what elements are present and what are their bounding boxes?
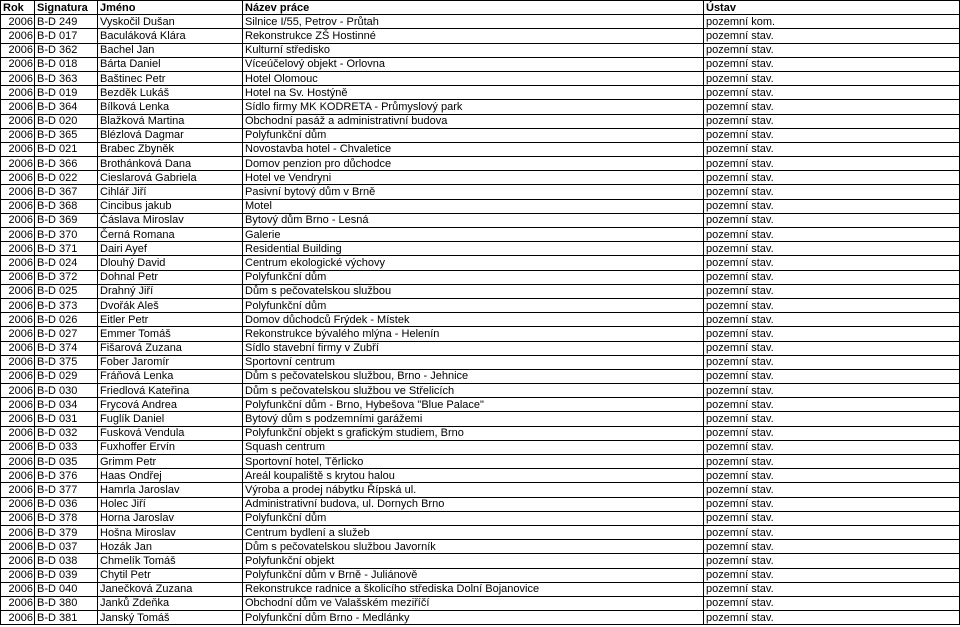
- cell-ustav: pozemní stav.: [704, 540, 960, 554]
- cell-rok: 2006: [1, 199, 35, 213]
- header-nazev-prace: Název práce: [243, 1, 704, 15]
- cell-signatura: B-D 365: [35, 128, 98, 142]
- cell-jmeno: Baculáková Klára: [98, 29, 243, 43]
- cell-jmeno: Fišarová Zuzana: [98, 341, 243, 355]
- cell-ustav: pozemní stav.: [704, 157, 960, 171]
- cell-nazev-prace: Kulturní středisko: [243, 43, 704, 57]
- cell-ustav: pozemní stav.: [704, 582, 960, 596]
- cell-ustav: pozemní stav.: [704, 29, 960, 43]
- table-row: [1, 455, 960, 469]
- cell-nazev-prace: Bytový dům Brno - Lesná: [243, 213, 704, 227]
- cell-jmeno: Čáslava Miroslav: [98, 213, 243, 227]
- cell-jmeno: Blažková Martina: [98, 114, 243, 128]
- cell-nazev-prace: Areál koupaliště s krytou halou: [243, 469, 704, 483]
- cell-signatura: B-D 371: [35, 242, 98, 256]
- cell-signatura: B-D 370: [35, 228, 98, 242]
- table-row: [1, 611, 960, 625]
- table-row: [1, 114, 960, 128]
- cell-ustav: pozemní stav.: [704, 228, 960, 242]
- cell-signatura: B-D 019: [35, 86, 98, 100]
- table-row: [1, 483, 960, 497]
- header-signatura: Signatura: [35, 1, 98, 15]
- cell-signatura: B-D 038: [35, 554, 98, 568]
- table-row: [1, 43, 960, 57]
- cell-ustav: pozemní stav.: [704, 86, 960, 100]
- cell-signatura: B-D 362: [35, 43, 98, 57]
- cell-rok: 2006: [1, 43, 35, 57]
- cell-jmeno: Janků Zdeňka: [98, 596, 243, 610]
- cell-nazev-prace: Centrum bydlení a služeb: [243, 525, 704, 539]
- header-row: [1, 1, 960, 15]
- cell-signatura: B-D 027: [35, 327, 98, 341]
- cell-ustav: pozemní stav.: [704, 213, 960, 227]
- table-row: [1, 327, 960, 341]
- cell-rok: 2006: [1, 398, 35, 412]
- table-row: [1, 568, 960, 582]
- cell-jmeno: Bezděk Lukáš: [98, 86, 243, 100]
- cell-jmeno: Fuglík Daniel: [98, 412, 243, 426]
- cell-ustav: pozemní stav.: [704, 455, 960, 469]
- cell-signatura: B-D 020: [35, 114, 98, 128]
- table-row: [1, 128, 960, 142]
- table-row: [1, 511, 960, 525]
- cell-jmeno: Janečková Zuzana: [98, 582, 243, 596]
- table-row: [1, 497, 960, 511]
- cell-signatura: B-D 373: [35, 298, 98, 312]
- cell-ustav: pozemní stav.: [704, 270, 960, 284]
- table-row: [1, 29, 960, 43]
- cell-rok: 2006: [1, 100, 35, 114]
- table-row: [1, 355, 960, 369]
- table-row: [1, 540, 960, 554]
- cell-nazev-prace: Sportovní centrum: [243, 355, 704, 369]
- cell-signatura: B-D 368: [35, 199, 98, 213]
- cell-ustav: pozemní stav.: [704, 426, 960, 440]
- cell-ustav: pozemní stav.: [704, 199, 960, 213]
- table-row: [1, 412, 960, 426]
- table-row: [1, 469, 960, 483]
- cell-nazev-prace: Dům s pečovatelskou službou Javorník: [243, 540, 704, 554]
- cell-rok: 2006: [1, 57, 35, 71]
- cell-signatura: B-D 034: [35, 398, 98, 412]
- cell-signatura: B-D 018: [35, 57, 98, 71]
- cell-nazev-prace: Administrativní budova, ul. Dornych Brno: [243, 497, 704, 511]
- cell-jmeno: Fober Jaromír: [98, 355, 243, 369]
- cell-ustav: pozemní stav.: [704, 100, 960, 114]
- cell-signatura: B-D 366: [35, 157, 98, 171]
- cell-rok: 2006: [1, 511, 35, 525]
- cell-nazev-prace: Polyfunkční dům: [243, 270, 704, 284]
- cell-signatura: B-D 025: [35, 284, 98, 298]
- cell-signatura: B-D 378: [35, 511, 98, 525]
- cell-signatura: B-D 029: [35, 369, 98, 383]
- cell-ustav: pozemní stav.: [704, 398, 960, 412]
- cell-nazev-prace: Obchodní dům ve Valašském meziříčí: [243, 596, 704, 610]
- cell-nazev-prace: Polyfunkční dům Brno - Medlánky: [243, 611, 704, 625]
- table-row: [1, 256, 960, 270]
- cell-jmeno: Hamrla Jaroslav: [98, 483, 243, 497]
- cell-rok: 2006: [1, 582, 35, 596]
- cell-nazev-prace: Motel: [243, 199, 704, 213]
- table-row: [1, 525, 960, 539]
- cell-ustav: pozemní stav.: [704, 511, 960, 525]
- cell-jmeno: Brabec Zbyněk: [98, 142, 243, 156]
- cell-nazev-prace: Galerie: [243, 228, 704, 242]
- cell-jmeno: Černá Romana: [98, 228, 243, 242]
- cell-rok: 2006: [1, 171, 35, 185]
- cell-signatura: B-D 364: [35, 100, 98, 114]
- cell-ustav: pozemní stav.: [704, 114, 960, 128]
- header-ustav: Ústav: [704, 1, 960, 15]
- cell-signatura: B-D 030: [35, 384, 98, 398]
- cell-nazev-prace: Hotel na Sv. Hostýně: [243, 86, 704, 100]
- cell-jmeno: Eitler Petr: [98, 313, 243, 327]
- cell-jmeno: Emmer Tomáš: [98, 327, 243, 341]
- cell-signatura: B-D 039: [35, 568, 98, 582]
- table-row: [1, 369, 960, 383]
- table-row: [1, 596, 960, 610]
- table-row: [1, 398, 960, 412]
- cell-signatura: B-D 040: [35, 582, 98, 596]
- cell-signatura: B-D 031: [35, 412, 98, 426]
- cell-nazev-prace: Dům s pečovatelskou službou: [243, 284, 704, 298]
- cell-nazev-prace: Novostavba hotel - Chvaletice: [243, 142, 704, 156]
- cell-ustav: pozemní stav.: [704, 284, 960, 298]
- cell-nazev-prace: Pasivní bytový dům v Brně: [243, 185, 704, 199]
- cell-ustav: pozemní stav.: [704, 611, 960, 625]
- cell-nazev-prace: Polyfunkční dům - Brno, Hybešova "Blue Palace": [243, 398, 704, 412]
- header-rok: Rok: [1, 1, 35, 15]
- cell-nazev-prace: Polyfunkční objekt s grafickým studiem, Brno: [243, 426, 704, 440]
- cell-signatura: B-D 369: [35, 213, 98, 227]
- table-row: [1, 228, 960, 242]
- cell-jmeno: Fráňová Lenka: [98, 369, 243, 383]
- cell-ustav: pozemní stav.: [704, 185, 960, 199]
- header-jmeno: Jméno: [98, 1, 243, 15]
- table-row: [1, 86, 960, 100]
- cell-nazev-prace: Rekonstrukce radnice a školicího střediska Dolní Bojanovice: [243, 582, 704, 596]
- cell-ustav: pozemní stav.: [704, 412, 960, 426]
- cell-nazev-prace: Rekonstrukce ZŠ Hostinné: [243, 29, 704, 43]
- cell-rok: 2006: [1, 15, 35, 29]
- cell-ustav: pozemní kom.: [704, 15, 960, 29]
- cell-rok: 2006: [1, 369, 35, 383]
- table-row: [1, 440, 960, 454]
- cell-jmeno: Bárta Daniel: [98, 57, 243, 71]
- table-row: [1, 199, 960, 213]
- cell-signatura: B-D 375: [35, 355, 98, 369]
- table-row: [1, 185, 960, 199]
- cell-jmeno: Holec Jiří: [98, 497, 243, 511]
- cell-ustav: pozemní stav.: [704, 171, 960, 185]
- cell-rok: 2006: [1, 384, 35, 398]
- cell-rok: 2006: [1, 483, 35, 497]
- cell-nazev-prace: Polyfunkční dům: [243, 511, 704, 525]
- cell-signatura: B-D 363: [35, 71, 98, 85]
- cell-jmeno: Friedlová Kateřina: [98, 384, 243, 398]
- cell-signatura: B-D 033: [35, 440, 98, 454]
- cell-nazev-prace: Polyfunkční dům v Brně - Juliánově: [243, 568, 704, 582]
- cell-jmeno: Dlouhý David: [98, 256, 243, 270]
- cell-nazev-prace: Centrum ekologické výchovy: [243, 256, 704, 270]
- cell-nazev-prace: Dům s pečovatelskou službou, Brno - Jehnice: [243, 369, 704, 383]
- cell-signatura: B-D 381: [35, 611, 98, 625]
- cell-rok: 2006: [1, 455, 35, 469]
- cell-signatura: B-D 372: [35, 270, 98, 284]
- table-row: [1, 171, 960, 185]
- cell-signatura: B-D 024: [35, 256, 98, 270]
- table-row: [1, 284, 960, 298]
- cell-ustav: pozemní stav.: [704, 384, 960, 398]
- cell-signatura: B-D 021: [35, 142, 98, 156]
- cell-rok: 2006: [1, 313, 35, 327]
- cell-nazev-prace: Víceúčelový objekt - Orlovna: [243, 57, 704, 71]
- cell-ustav: pozemní stav.: [704, 242, 960, 256]
- cell-rok: 2006: [1, 525, 35, 539]
- cell-rok: 2006: [1, 540, 35, 554]
- cell-ustav: pozemní stav.: [704, 298, 960, 312]
- cell-rok: 2006: [1, 497, 35, 511]
- cell-jmeno: Horna Jaroslav: [98, 511, 243, 525]
- cell-ustav: pozemní stav.: [704, 43, 960, 57]
- cell-signatura: B-D 374: [35, 341, 98, 355]
- cell-jmeno: Blézlová Dagmar: [98, 128, 243, 142]
- cell-rok: 2006: [1, 596, 35, 610]
- cell-signatura: B-D 377: [35, 483, 98, 497]
- cell-jmeno: Brothánková Dana: [98, 157, 243, 171]
- cell-rok: 2006: [1, 426, 35, 440]
- cell-signatura: B-D 380: [35, 596, 98, 610]
- cell-nazev-prace: Sportovní hotel, Těrlicko: [243, 455, 704, 469]
- cell-signatura: B-D 036: [35, 497, 98, 511]
- cell-rok: 2006: [1, 114, 35, 128]
- cell-rok: 2006: [1, 355, 35, 369]
- cell-jmeno: Grimm Petr: [98, 455, 243, 469]
- cell-rok: 2006: [1, 128, 35, 142]
- cell-rok: 2006: [1, 469, 35, 483]
- cell-jmeno: Dvořák Aleš: [98, 298, 243, 312]
- cell-jmeno: Baštinec Petr: [98, 71, 243, 85]
- table-row: [1, 213, 960, 227]
- cell-nazev-prace: Bytový dům s podzemními garážemi: [243, 412, 704, 426]
- cell-jmeno: Bachel Jan: [98, 43, 243, 57]
- cell-ustav: pozemní stav.: [704, 483, 960, 497]
- cell-ustav: pozemní stav.: [704, 256, 960, 270]
- cell-ustav: pozemní stav.: [704, 554, 960, 568]
- cell-jmeno: Dohnal Petr: [98, 270, 243, 284]
- cell-nazev-prace: Rekonstrukce bývalého mlýna - Helenín: [243, 327, 704, 341]
- cell-rok: 2006: [1, 242, 35, 256]
- cell-ustav: pozemní stav.: [704, 71, 960, 85]
- table-row: [1, 100, 960, 114]
- cell-rok: 2006: [1, 185, 35, 199]
- table-row: [1, 270, 960, 284]
- cell-jmeno: Cincibus jakub: [98, 199, 243, 213]
- cell-ustav: pozemní stav.: [704, 369, 960, 383]
- cell-nazev-prace: Domov důchodců Frýdek - Místek: [243, 313, 704, 327]
- cell-ustav: pozemní stav.: [704, 327, 960, 341]
- cell-rok: 2006: [1, 228, 35, 242]
- cell-jmeno: Drahný Jiří: [98, 284, 243, 298]
- cell-ustav: pozemní stav.: [704, 525, 960, 539]
- cell-ustav: pozemní stav.: [704, 142, 960, 156]
- table-row: [1, 313, 960, 327]
- cell-rok: 2006: [1, 86, 35, 100]
- table-row: [1, 341, 960, 355]
- cell-jmeno: Fuxhoffer Ervín: [98, 440, 243, 454]
- table-row: [1, 554, 960, 568]
- cell-jmeno: Haas Ondřej: [98, 469, 243, 483]
- table-row: [1, 142, 960, 156]
- cell-jmeno: Bílková Lenka: [98, 100, 243, 114]
- cell-nazev-prace: Sídlo stavební firmy v Zubří: [243, 341, 704, 355]
- cell-ustav: pozemní stav.: [704, 469, 960, 483]
- cell-signatura: B-D 032: [35, 426, 98, 440]
- table-row: [1, 582, 960, 596]
- cell-signatura: B-D 367: [35, 185, 98, 199]
- cell-rok: 2006: [1, 341, 35, 355]
- cell-ustav: pozemní stav.: [704, 440, 960, 454]
- table-row: [1, 71, 960, 85]
- cell-nazev-prace: Dům s pečovatelskou službou ve Střelicích: [243, 384, 704, 398]
- cell-nazev-prace: Sídlo firmy MK KODRETA - Průmyslový park: [243, 100, 704, 114]
- table-row: [1, 57, 960, 71]
- cell-rok: 2006: [1, 440, 35, 454]
- cell-nazev-prace: Polyfunkční dům: [243, 298, 704, 312]
- cell-ustav: pozemní stav.: [704, 313, 960, 327]
- cell-nazev-prace: Polyfunkční objekt: [243, 554, 704, 568]
- cell-signatura: B-D 376: [35, 469, 98, 483]
- cell-rok: 2006: [1, 284, 35, 298]
- cell-rok: 2006: [1, 157, 35, 171]
- cell-signatura: B-D 026: [35, 313, 98, 327]
- cell-ustav: pozemní stav.: [704, 596, 960, 610]
- table-body: [1, 15, 960, 625]
- table-row: [1, 15, 960, 29]
- cell-jmeno: Janský Tomáš: [98, 611, 243, 625]
- cell-signatura: B-D 035: [35, 455, 98, 469]
- cell-signatura: B-D 379: [35, 525, 98, 539]
- cell-signatura: B-D 037: [35, 540, 98, 554]
- cell-signatura: B-D 022: [35, 171, 98, 185]
- cell-rok: 2006: [1, 71, 35, 85]
- cell-nazev-prace: Domov penzion pro důchodce: [243, 157, 704, 171]
- cell-rok: 2006: [1, 256, 35, 270]
- cell-signatura: B-D 017: [35, 29, 98, 43]
- cell-jmeno: Dairi Ayef: [98, 242, 243, 256]
- table-row: [1, 298, 960, 312]
- table-row: [1, 384, 960, 398]
- cell-ustav: pozemní stav.: [704, 128, 960, 142]
- cell-ustav: pozemní stav.: [704, 57, 960, 71]
- table-row: [1, 157, 960, 171]
- cell-nazev-prace: Silnice I/55, Petrov - Průtah: [243, 15, 704, 29]
- table-row: [1, 426, 960, 440]
- cell-rok: 2006: [1, 298, 35, 312]
- cell-jmeno: Chytil Petr: [98, 568, 243, 582]
- cell-signatura: B-D 249: [35, 15, 98, 29]
- cell-nazev-prace: Squash centrum: [243, 440, 704, 454]
- cell-nazev-prace: Polyfunkční dům: [243, 128, 704, 142]
- cell-rok: 2006: [1, 29, 35, 43]
- cell-nazev-prace: Obchodní pasáž a administrativní budova: [243, 114, 704, 128]
- cell-rok: 2006: [1, 327, 35, 341]
- cell-ustav: pozemní stav.: [704, 497, 960, 511]
- cell-rok: 2006: [1, 142, 35, 156]
- cell-nazev-prace: Hotel Olomouc: [243, 71, 704, 85]
- cell-jmeno: Fusková Vendula: [98, 426, 243, 440]
- cell-rok: 2006: [1, 270, 35, 284]
- cell-jmeno: Cihlář Jiří: [98, 185, 243, 199]
- cell-rok: 2006: [1, 611, 35, 625]
- cell-rok: 2006: [1, 213, 35, 227]
- cell-ustav: pozemní stav.: [704, 341, 960, 355]
- cell-rok: 2006: [1, 568, 35, 582]
- cell-jmeno: Chmelík Tomáš: [98, 554, 243, 568]
- cell-rok: 2006: [1, 412, 35, 426]
- cell-jmeno: Hošna Miroslav: [98, 525, 243, 539]
- cell-ustav: pozemní stav.: [704, 568, 960, 582]
- cell-jmeno: Frycová Andrea: [98, 398, 243, 412]
- cell-ustav: pozemní stav.: [704, 355, 960, 369]
- cell-jmeno: Vyskočil Dušan: [98, 15, 243, 29]
- table-row: [1, 242, 960, 256]
- cell-nazev-prace: Výroba a prodej nábytku Řípská ul.: [243, 483, 704, 497]
- cell-jmeno: Hozák Jan: [98, 540, 243, 554]
- cell-rok: 2006: [1, 554, 35, 568]
- cell-nazev-prace: Hotel ve Vendryni: [243, 171, 704, 185]
- cell-jmeno: Cieslarová Gabriela: [98, 171, 243, 185]
- cell-nazev-prace: Residential Building: [243, 242, 704, 256]
